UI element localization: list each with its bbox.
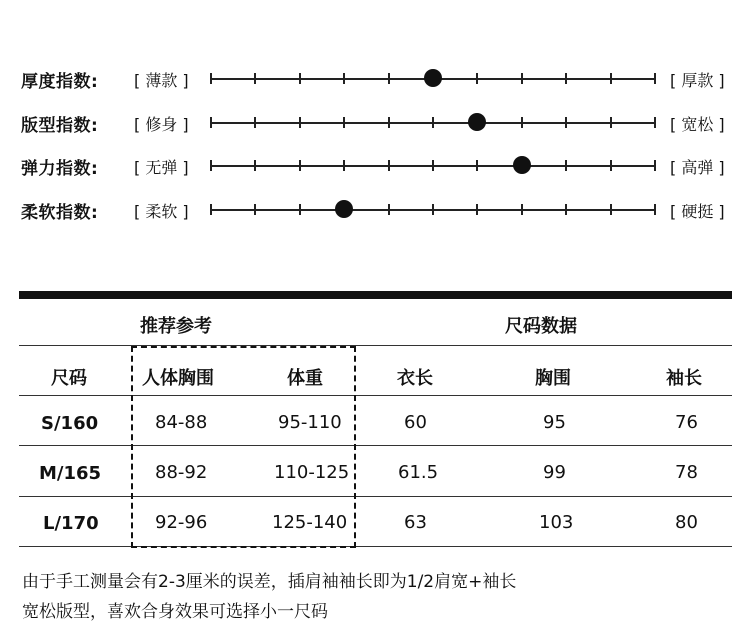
scale-tick <box>565 204 567 215</box>
table-cell-size: M/165 <box>39 463 102 484</box>
table-divider <box>19 445 732 446</box>
scale-tick <box>521 73 523 84</box>
index-marker <box>424 69 442 87</box>
column-header-weight: 体重 <box>287 368 323 389</box>
index-row-elasticity <box>0 151 750 181</box>
column-header-chest: 胸围 <box>535 368 571 389</box>
scale-tick <box>254 73 256 84</box>
recommend-highlight-box <box>131 346 356 548</box>
table-cell: 103 <box>539 512 574 533</box>
table-top-bar <box>19 291 732 299</box>
scale-tick <box>388 204 390 215</box>
scale-tick <box>299 117 301 128</box>
scale-tick <box>654 204 656 215</box>
table-cell: 78 <box>675 462 698 483</box>
scale-tick <box>565 117 567 128</box>
scale-tick <box>654 117 656 128</box>
scale-tick <box>565 73 567 84</box>
table-cell: 99 <box>543 462 566 483</box>
index-marker <box>468 113 486 131</box>
scale-tick <box>210 73 212 84</box>
index-left-label: [ 无弹 ] <box>134 158 189 177</box>
scale-tick <box>210 160 212 171</box>
group-header-size-data: 尺码数据 <box>505 316 577 337</box>
scale-tick <box>388 160 390 171</box>
column-header-length: 衣长 <box>397 368 433 389</box>
index-right-label: [ 宽松 ] <box>670 115 725 134</box>
scale-tick <box>343 73 345 84</box>
scale-tick <box>654 73 656 84</box>
table-cell: 80 <box>675 512 698 533</box>
column-header-size: 尺码 <box>51 368 87 389</box>
index-left-label: [ 修身 ] <box>134 115 189 134</box>
scale-tick <box>476 160 478 171</box>
group-header-recommend: 推荐参考 <box>140 316 212 337</box>
table-cell: 110-125 <box>274 462 350 483</box>
index-right-label: [ 硬挺 ] <box>670 202 725 221</box>
scale-tick <box>343 160 345 171</box>
table-cell: 95 <box>543 412 566 433</box>
index-right-label: [ 高弹 ] <box>670 158 725 177</box>
table-cell-size: L/170 <box>43 513 99 534</box>
index-name: 厚度指数: <box>21 72 99 92</box>
index-name: 版型指数: <box>21 116 99 136</box>
table-cell: 88-92 <box>155 462 208 483</box>
scale-tick <box>388 117 390 128</box>
index-row-thickness <box>0 64 750 94</box>
scale-tick <box>299 204 301 215</box>
note-line-1: 由于手工测量会有2-3厘米的误差，插肩袖袖长即为1/2肩宽+袖长 <box>22 572 517 592</box>
scale-tick <box>610 160 612 171</box>
scale-tick <box>654 160 656 171</box>
index-right-label: [ 厚款 ] <box>670 71 725 90</box>
scale-tick <box>610 204 612 215</box>
table-bottom-line <box>19 546 732 547</box>
index-row-softness <box>0 195 750 225</box>
table-cell: 63 <box>404 512 427 533</box>
table-cell: 60 <box>404 412 427 433</box>
scale-tick <box>521 204 523 215</box>
table-divider <box>19 395 732 396</box>
column-header-body-chest: 人体胸围 <box>142 368 214 389</box>
scale-tick <box>476 73 478 84</box>
scale-tick <box>388 73 390 84</box>
table-cell: 95-110 <box>278 412 342 433</box>
table-cell: 125-140 <box>272 512 348 533</box>
index-left-label: [ 薄款 ] <box>134 71 189 90</box>
scale-tick <box>476 204 478 215</box>
scale-tick <box>432 117 434 128</box>
scale-tick <box>299 160 301 171</box>
table-cell: 92-96 <box>155 512 208 533</box>
scale-tick <box>343 117 345 128</box>
scale-tick <box>432 204 434 215</box>
scale-tick <box>610 117 612 128</box>
index-row-fit <box>0 108 750 138</box>
scale-tick <box>254 160 256 171</box>
scale-tick <box>254 204 256 215</box>
index-marker <box>335 200 353 218</box>
column-header-sleeve: 袖长 <box>666 368 702 389</box>
index-name: 柔软指数: <box>21 203 99 223</box>
index-left-label: [ 柔软 ] <box>134 202 189 221</box>
index-marker <box>513 156 531 174</box>
table-cell: 84-88 <box>155 412 208 433</box>
scale-tick <box>210 117 212 128</box>
scale-tick <box>610 73 612 84</box>
table-cell: 76 <box>675 412 698 433</box>
scale-tick <box>210 204 212 215</box>
scale-tick <box>565 160 567 171</box>
scale-tick <box>299 73 301 84</box>
table-divider <box>19 345 732 346</box>
table-cell: 61.5 <box>398 462 439 483</box>
scale-tick <box>521 117 523 128</box>
table-divider <box>19 496 732 497</box>
table-cell-size: S/160 <box>41 413 99 434</box>
scale-tick <box>254 117 256 128</box>
scale-tick <box>432 160 434 171</box>
index-name: 弹力指数: <box>21 159 99 179</box>
note-line-2: 宽松版型，喜欢合身效果可选择小一尺码 <box>22 602 328 622</box>
